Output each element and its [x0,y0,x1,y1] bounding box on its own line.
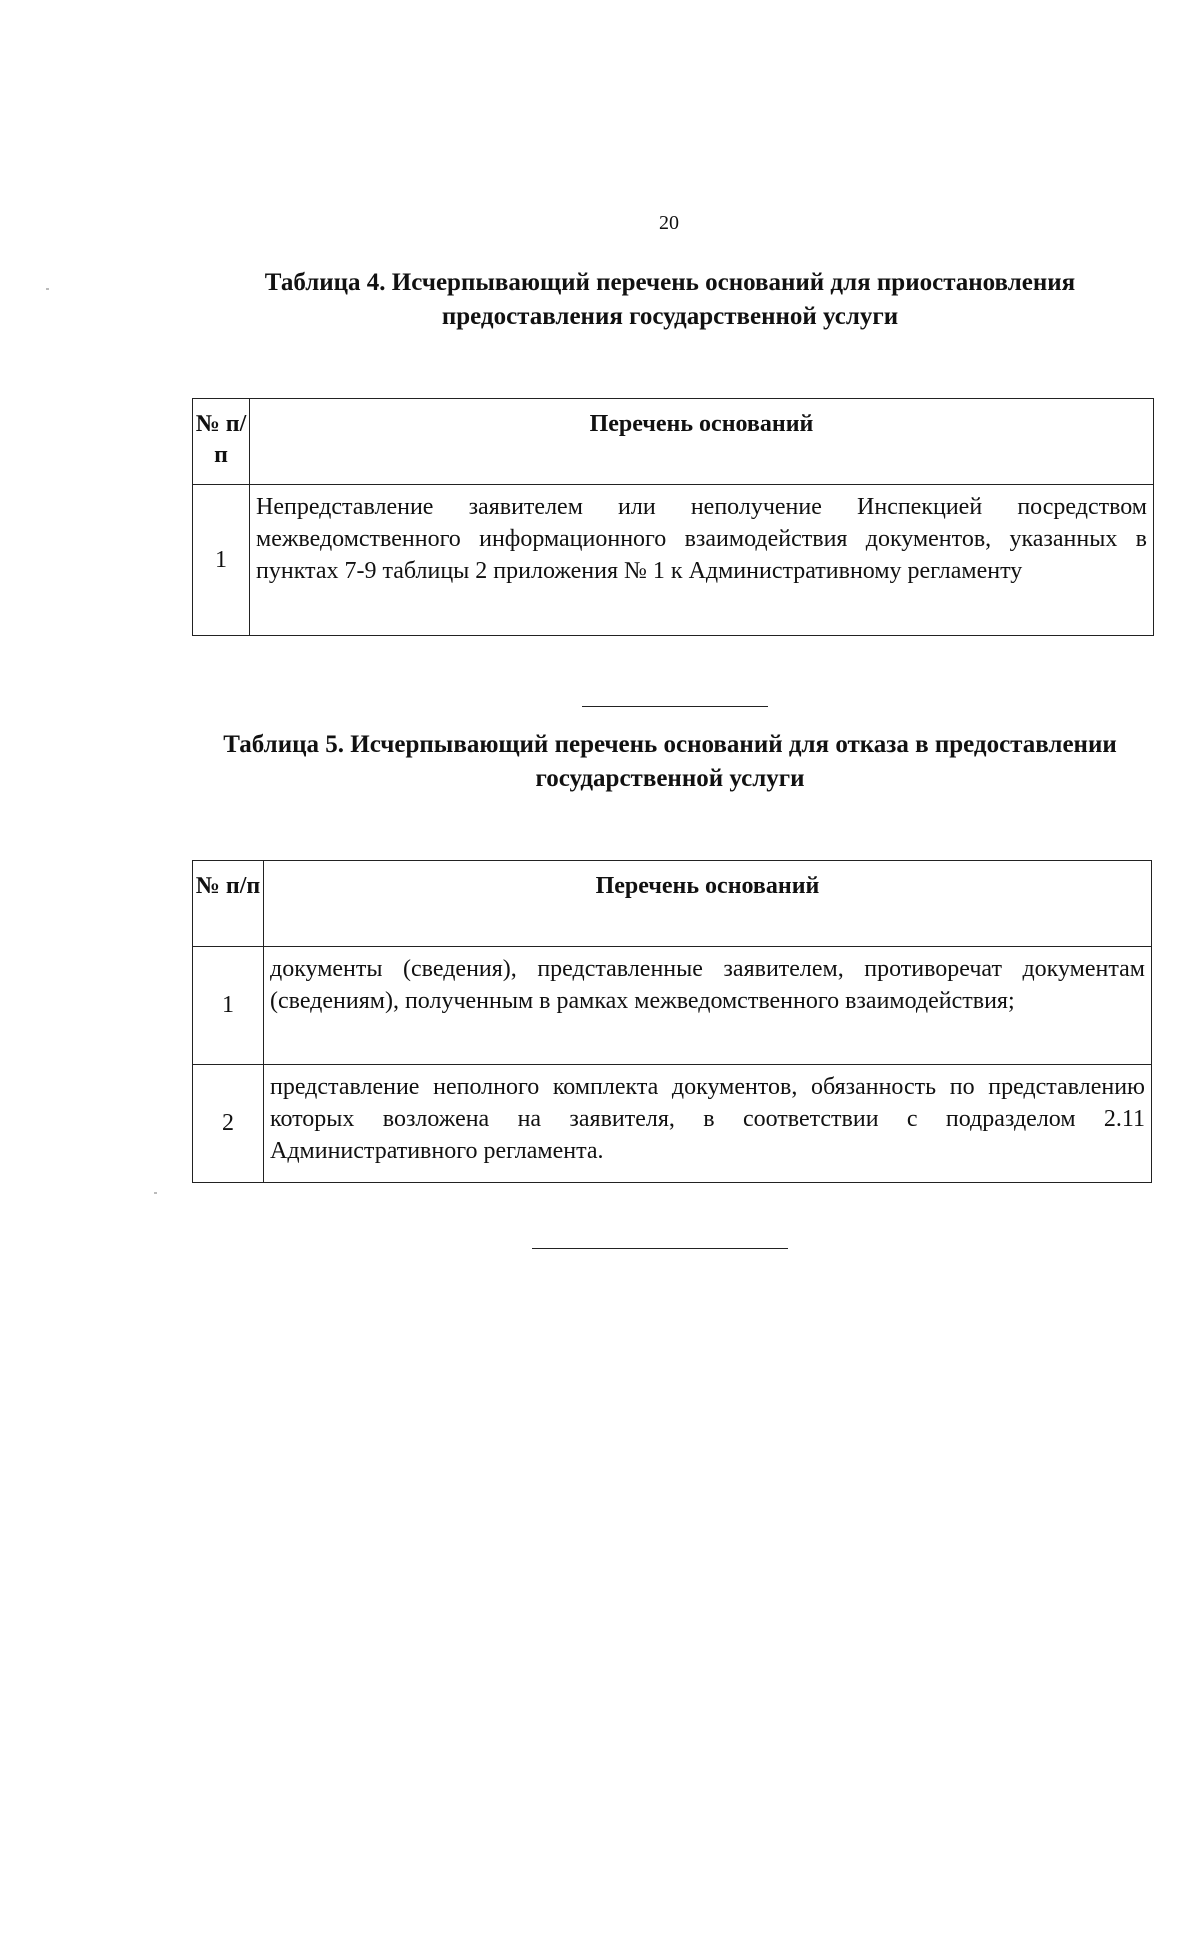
number-column-header: № п/п [193,861,264,947]
table-row [193,485,1154,636]
row-grounds-text: Непредставление заявителем или неполучение Инспекцией посредством межведомственного информационного взаимодействия документов, указанных в пунктах 7-9 таблицы 2 приложения № 1 к Административному регламенту [250,485,1154,636]
row-grounds-text: документы (сведения), представленные заявителем, противоречат документам (сведениям), полученным в рамках межведомственного взаимодействия; [264,947,1152,1065]
grounds-column-header: Перечень оснований [264,861,1152,947]
scan-speck [46,288,49,290]
table-4 [192,398,1154,636]
number-column-header: № п/п [193,399,250,485]
row-number: 2 [193,1065,264,1183]
table-header-row [193,399,1154,485]
row-grounds-text: представление неполного комплекта документов, обязанность по представлению которых возложена на заявителя, в соответствии с подразделом 2.11 Административного регламента. [264,1065,1152,1183]
row-number: 1 [193,485,250,636]
table-header-row [193,861,1152,947]
table-5 [192,860,1152,1183]
table-row [193,1065,1152,1183]
table-5-title: Таблица 5. Исчерпывающий перечень оснований для отказа в предоставлении государственной услуги [223,731,1117,792]
table-row [193,947,1152,1065]
page-number: 20 [659,212,679,234]
table-4-title: Таблица 4. Исчерпывающий перечень оснований для приостановления предоставления государственной услуги [264,269,1076,330]
scan-speck [154,1192,157,1194]
separator-line [582,706,768,707]
row-number: 1 [193,947,264,1065]
grounds-column-header: Перечень оснований [250,399,1154,485]
separator-line [532,1248,788,1249]
